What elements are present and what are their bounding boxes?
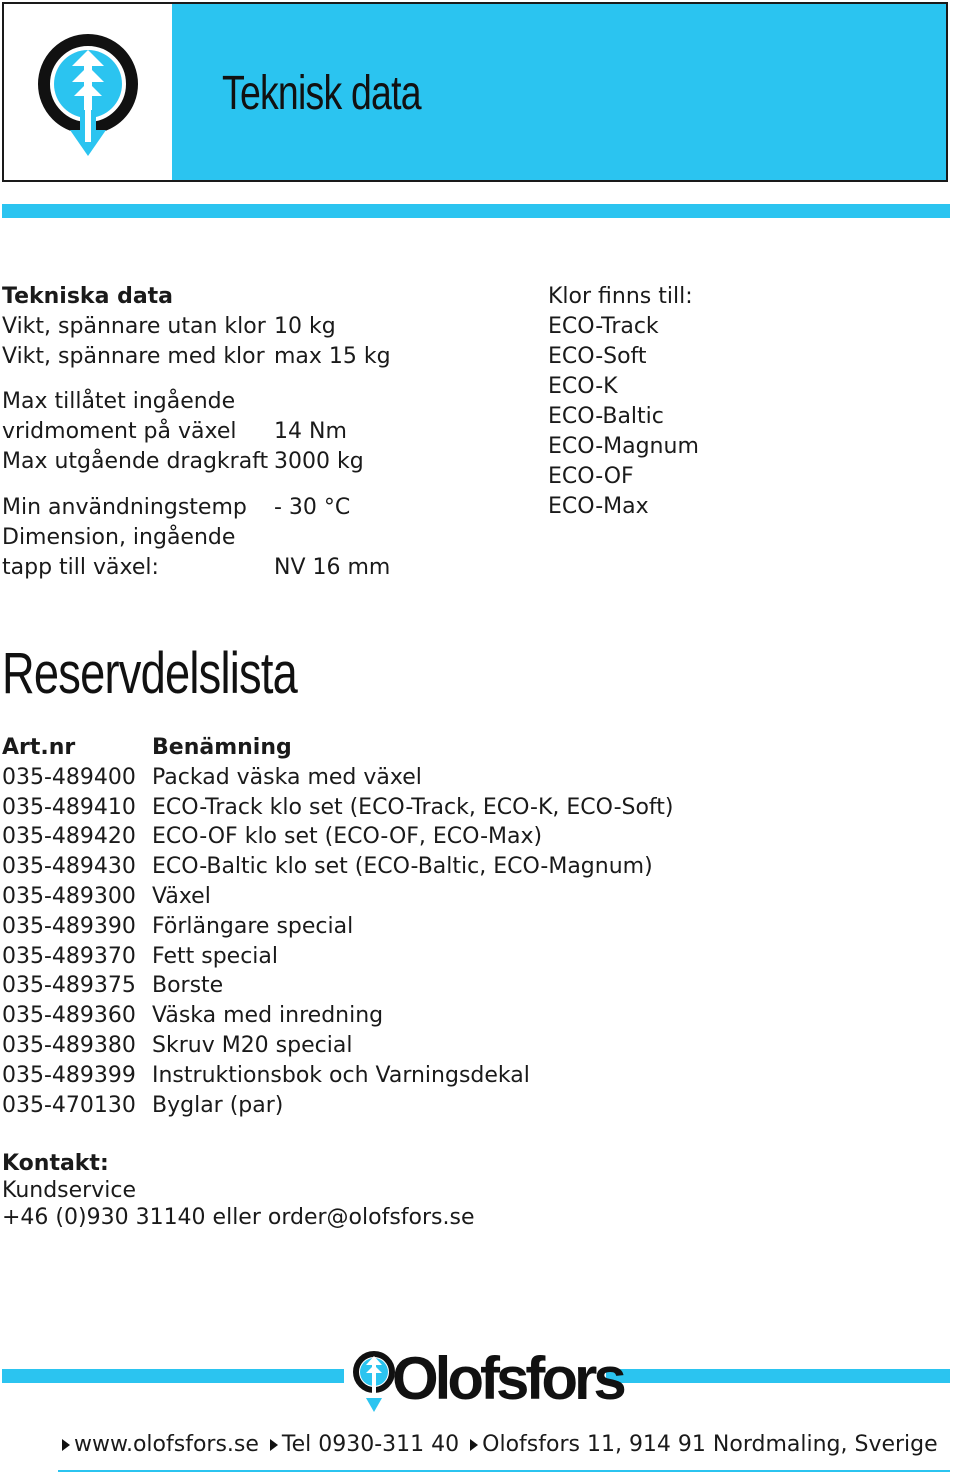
name-cell: ECO-Baltic klo set (ECO-Baltic, ECO-Magnum) [152,854,653,880]
spec-label: Max utgående dragkraft [2,449,269,474]
specs-heading: Tekniska data [2,284,174,309]
claws-item: ECO-Magnum [548,434,699,459]
page-title: Teknisk data [222,67,421,120]
column-header-art-nr: Art.nr [2,735,76,760]
art-nr-cell: 035-489375 [2,973,136,999]
triangle-bullet-icon [270,1439,278,1451]
triangle-bullet-icon [62,1439,70,1451]
art-nr-cell: 035-489399 [2,1062,136,1088]
art-nr-cell: 035-489360 [2,1003,136,1029]
claws-item: ECO-Max [548,494,649,519]
parts-title: Reservdelslista [2,641,298,706]
claws-item: ECO-Soft [548,344,647,369]
accent-rule-bottom [58,1470,950,1472]
name-cell: Borste [152,973,224,999]
claws-heading: Klor finns till: [548,284,693,309]
spec-label: Vikt, spännare med klor [2,344,265,369]
claws-section [548,282,699,522]
claws-item: ECO-OF [548,464,634,489]
accent-rule-right [606,1369,950,1383]
art-nr-cell: 035-489380 [2,1032,136,1058]
art-nr-cell: 035-489420 [2,824,136,850]
name-cell: ECO-Track klo set (ECO-Track, ECO-K, ECO-Soft) [152,794,674,820]
name-cell: Packad väska med växel [152,764,422,790]
spec-value: max 15 kg [274,344,391,369]
claws-item: ECO-K [548,374,618,399]
footer-address: Olofsfors 11, 914 91 Nordmaling, Sverige [482,1432,938,1457]
art-nr-cell: 035-470130 [2,1092,136,1118]
olofsfors-logo-icon [36,32,140,156]
contact-department: Kundservice [2,1178,136,1203]
name-cell: Instruktionsbok och Varningsdekal [152,1062,530,1088]
spec-label: Dimension, ingående [2,525,236,550]
name-cell: Väska med inredning [152,1003,384,1029]
header-banner [2,2,948,182]
contact-label: Kontakt: [2,1151,109,1176]
spec-label: Vikt, spännare utan klor [2,314,266,339]
olofsfors-arrow-logo-icon [352,1348,396,1412]
accent-rule-left [2,1369,344,1383]
name-cell: Förlängare special [152,913,354,939]
art-nr-cell: 035-489300 [2,883,136,909]
footer-website-link[interactable]: www.olofsfors.se [74,1432,259,1457]
name-cell: Fett special [152,943,278,969]
spec-label: Max tillåtet ingående [2,389,236,414]
name-cell: ECO-OF klo set (ECO-OF, ECO-Max) [152,824,543,850]
spec-label: Min användningstemp [2,495,247,520]
spec-value: NV 16 mm [274,555,391,580]
name-cell: Växel [152,883,211,909]
footer-phone: Tel 0930-311 40 [281,1432,460,1457]
logo-box [4,4,172,180]
spec-value: 10 kg [274,314,336,339]
contact-section [2,1150,474,1231]
spec-value: - 30 °C [274,495,351,520]
name-cell: Byglar (par) [152,1092,284,1118]
footer [58,1432,938,1457]
art-nr-cell: 035-489400 [2,764,136,790]
name-cell: Skruv M20 special [152,1032,353,1058]
claws-item: ECO-Baltic [548,404,664,429]
art-nr-cell: 035-489430 [2,854,136,880]
contact-line: +46 (0)930 31140 eller order@olofsfors.se [2,1205,475,1230]
brand-logo [352,1344,623,1414]
triangle-bullet-icon [470,1439,478,1451]
spec-label: tapp till växel: [2,555,159,580]
specs-section [2,282,391,580]
claws-item: ECO-Track [548,314,659,339]
spec-value: 3000 kg [274,449,364,474]
art-nr-cell: 035-489390 [2,913,136,939]
column-header-name: Benämning [152,735,292,760]
art-nr-cell: 035-489410 [2,794,136,820]
brand-name: Olofsfors [392,1345,623,1412]
spec-value: 14 Nm [274,419,347,444]
spec-label: vridmoment på växel [2,419,237,444]
art-nr-cell: 035-489370 [2,943,136,969]
accent-rule-top [2,204,950,218]
